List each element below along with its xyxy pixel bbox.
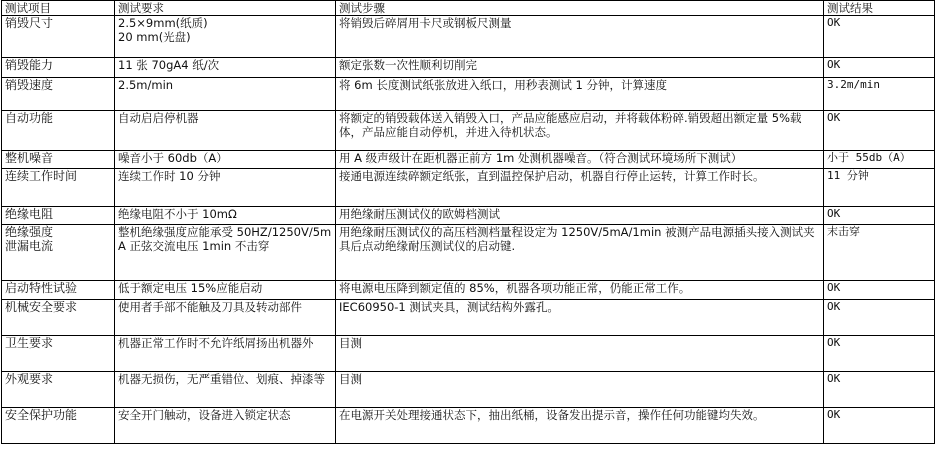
cell-requirement: 噪音小于 60db（A） [115,151,336,169]
cell-requirement: 使用者手部不能触及刀具及转动部件 [115,300,336,336]
cell-result: OK [824,300,935,336]
header-requirement: 测试要求 [115,1,336,16]
cell-result: OK [824,408,935,444]
cell-steps: 用 A 级声级计在距机器正前方 1m 处测机器噪音。（符合测试环境场所下测试） [336,151,824,169]
header-item: 测试项目 [2,1,115,16]
cell-requirement: 自动启启停机器 [115,111,336,151]
cell-steps: 在电源开关处理接通状态下，抽出纸桶，设备发出提示音，操作任何功能键均失效。 [336,408,824,444]
header-row [2,1,935,16]
cell-requirement: 连续工作时 10 分钟 [115,169,336,207]
header-steps: 测试步骤 [336,1,824,16]
cell-item: 销毁能力 [2,58,115,78]
cell-steps: 将销毁后碎屑用卡尺或钢板尺测量 [336,16,824,58]
cell-steps: 额定张数一次性顺利切削完 [336,58,824,78]
table-row [2,300,935,336]
cell-result: OK [824,207,935,225]
cell-result: OK [824,336,935,372]
cell-requirement: 机器正常工作时不允许纸屑扬出机器外 [115,336,336,372]
cell-steps: 用绝缘耐压测试仪的欧姆档测试 [336,207,824,225]
cell-steps: 接通电源连续碎额定纸张，直到温控保护启动，机器自行停止运转，计算工作时长。 [336,169,824,207]
cell-requirement: 整机绝缘强度应能承受 50HZ/1250V/5mA 正弦交流电压 1min 不击穿 [115,225,336,281]
cell-item: 机械安全要求 [2,300,115,336]
table-row [2,169,935,207]
cell-result: 11 分钟 [824,169,935,207]
cell-item: 卫生要求 [2,336,115,372]
cell-result: OK [824,281,935,300]
cell-item: 整机噪音 [2,151,115,169]
cell-requirement: 2.5×9mm(纸质) 20 mm(光盘) [115,16,336,58]
cell-item: 连续工作时间 [2,169,115,207]
cell-result: OK [824,372,935,408]
cell-result: 小于 55db（A） [824,151,935,169]
cell-requirement: 机器无损伤，无严重错位、划痕、掉漆等 [115,372,336,408]
cell-result: 3.2m/min [824,78,935,111]
cell-result: OK [824,16,935,58]
table-row [2,78,935,111]
cell-steps: 目测 [336,372,824,408]
table-row [2,372,935,408]
cell-result: OK [824,58,935,78]
table-row [2,225,935,281]
table-row [2,151,935,169]
cell-requirement: 2.5m/min [115,78,336,111]
cell-item: 销毁速度 [2,78,115,111]
table-row [2,408,935,444]
cell-steps: IEC60950-1 测试夹具，测试结构外露孔。 [336,300,824,336]
test-spec-table [1,0,935,444]
table-row [2,207,935,225]
cell-item: 销毁尺寸 [2,16,115,58]
cell-result: 末击穿 [824,225,935,281]
cell-steps: 目测 [336,336,824,372]
cell-item: 安全保护功能 [2,408,115,444]
cell-result: OK [824,111,935,151]
cell-item: 绝缘强度 泄漏电流 [2,225,115,281]
cell-requirement: 低于额定电压 15%应能启动 [115,281,336,300]
header-result: 测试结果 [824,1,935,16]
cell-steps: 将电源电压降到额定值的 85%，机器各项功能正常，仍能正常工作。 [336,281,824,300]
cell-requirement: 绝缘电阻不小于 10mΩ [115,207,336,225]
table-row [2,16,935,58]
cell-steps: 将额定的销毁载体送入销毁入口，产品应能感应启动，并将载体粉碎.销毁超出额定量 5%载体，产品应能自动停机，并进入待机状态。 [336,111,824,151]
table-row [2,281,935,300]
cell-item: 外观要求 [2,372,115,408]
table-row [2,111,935,151]
table-row [2,58,935,78]
cell-requirement: 11 张 70gA4 纸/次 [115,58,336,78]
cell-item: 绝缘电阻 [2,207,115,225]
cell-steps: 将 6m 长度测试纸张放进入纸口，用秒表测试 1 分钟，计算速度 [336,78,824,111]
cell-requirement: 安全开门触动，设备进入锁定状态 [115,408,336,444]
cell-steps: 用绝缘耐压测试仪的高压档测档量程设定为 1250V/5mA/1min 被测产品电源插头接入测试夹具后点动绝缘耐压测试仪的启动键. [336,225,824,281]
table-row [2,336,935,372]
cell-item: 自动功能 [2,111,115,151]
cell-item: 启动特性试验 [2,281,115,300]
